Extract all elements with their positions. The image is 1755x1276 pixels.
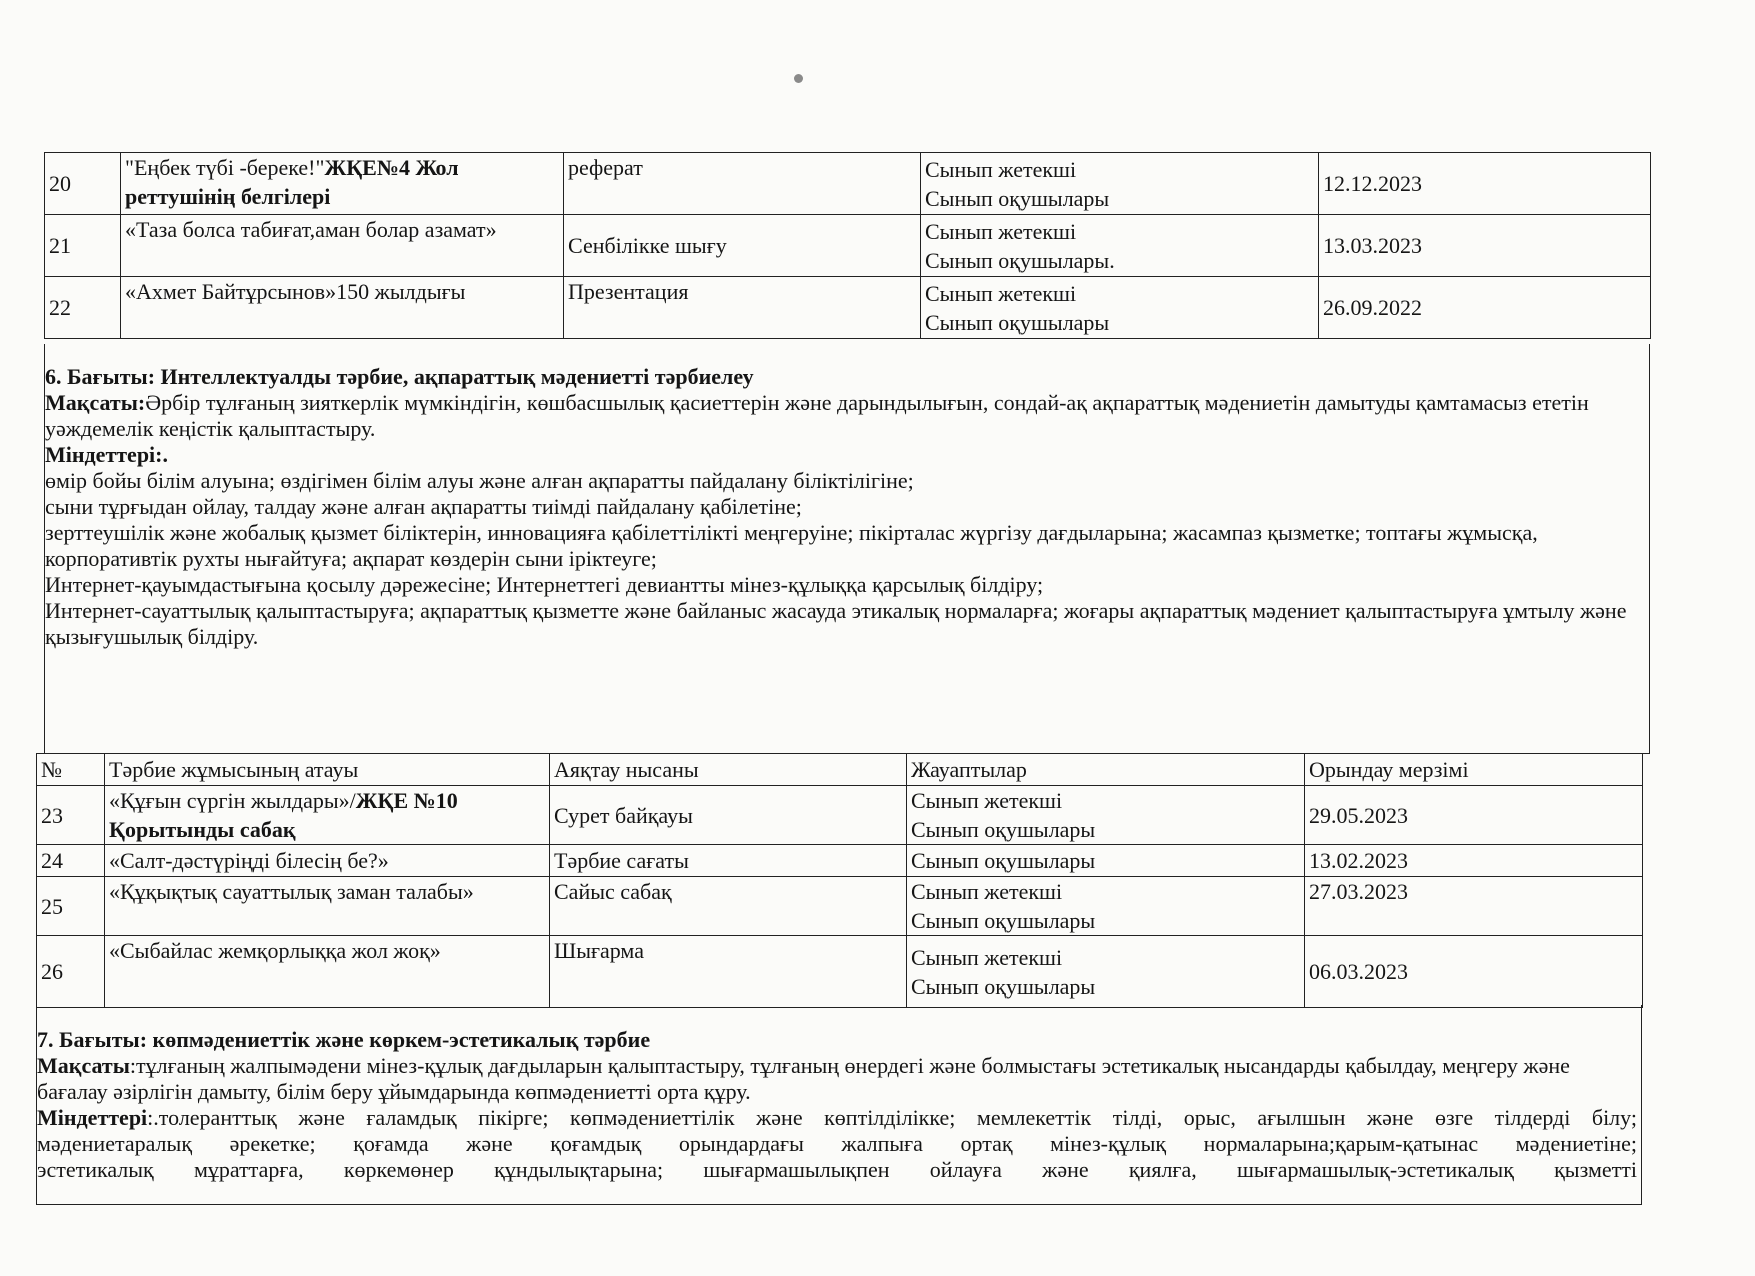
activity-table-bottom — [36, 753, 1643, 1008]
task-item: Интернет-сауаттылық қалыптастыруға; ақпараттық қызметте және байланыс жасауда этикалық нормаларға; жоғары ақпараттық мәдениет қалыптастыруға ұмтылу және қызығушылық білдіру. — [45, 598, 1627, 649]
task-item: өмір бойы білім алуына; өздігімен білім алуы және алған ақпаратты пайдалану біліктілігіне; — [45, 468, 914, 493]
title-plain: «Таза болса табиғат,аман болар азамат» — [125, 217, 497, 242]
activity-title — [121, 215, 564, 277]
responsible — [907, 877, 1305, 936]
title-bold: ЖҚЕ№4 Жол реттушінің белгілері — [125, 155, 459, 209]
title-plain: «Ахмет Байтұрсынов»150 жылдығы — [125, 279, 466, 304]
title-plain: «Құғын сүргін жылдары»/ — [109, 788, 356, 813]
row-number: 23 — [37, 786, 105, 845]
completion-form: Сайыс сабақ — [550, 877, 907, 936]
completion-form: Шығарма — [550, 936, 907, 1008]
section-7-heading: 7. Бағыты: көпмәдениеттік және көркем-эстетикалық тәрбие — [37, 1027, 651, 1052]
section-6 — [44, 344, 1650, 754]
completion-form: реферат — [564, 153, 921, 215]
row-number: 22 — [45, 277, 121, 339]
goal-label: Мақсаты — [37, 1053, 130, 1078]
section-6-tasks-label: Міндеттері:. — [45, 442, 168, 467]
due-date: 12.12.2023 — [1319, 153, 1651, 215]
activity-title — [121, 277, 564, 339]
activity-title: «Сыбайлас жемқорлыққа жол жоқ» — [105, 936, 550, 1008]
goal-text: Әрбір тұлғаның зияткерлік мүмкіндігін, көшбасшылық қасиеттерін және дарындылығын, сондай-ақ ақпараттық мәдениетін дамытуды қамтамасыз ететін уәждемелік кеңістік қалыптастыру. — [45, 390, 1589, 441]
table-row — [45, 215, 1651, 277]
responsible-1: Сынып жетекші — [911, 944, 1063, 970]
header-title: Тәрбие жұмысының атауы — [105, 754, 550, 786]
due-date: 26.09.2022 — [1319, 277, 1651, 339]
section-6-heading: 6. Бағыты: Интеллектуалды тәрбие, ақпараттық мәдениетті тәрбиелеу — [45, 364, 754, 389]
due-date: 27.03.2023 — [1305, 877, 1643, 936]
row-number: 20 — [45, 153, 121, 215]
table-row — [45, 153, 1651, 215]
due-date: 06.03.2023 — [1305, 936, 1643, 1008]
responsible — [907, 786, 1305, 845]
task-item: зерттеушілік және жобалық қызмет біліктерін, инновацияға қабілеттілікті меңгеруіне; пікірталас жүргізу дағдыларына; жасампаз қызметке; топтағы жұмысқа, корпоративтік рухты нығайтуға; ақпарат көздерін сыни іріктеуге; — [45, 520, 1538, 571]
header-form: Аяқтау нысаны — [550, 754, 907, 786]
responsible — [921, 215, 1319, 277]
row-number: 26 — [37, 936, 105, 1008]
title-plain: "Еңбек түбі -береке!" — [125, 155, 325, 180]
activity-title — [105, 786, 550, 845]
activity-title: «Салт-дәстүріңді білесің бе?» — [105, 845, 550, 877]
table-row — [37, 786, 1643, 845]
responsible: Сынып оқушылары — [907, 845, 1305, 877]
activity-table-top — [44, 152, 1651, 339]
table-row — [37, 936, 1643, 1008]
row-number: 25 — [37, 877, 105, 936]
tasks-label: Міндеттері — [37, 1105, 148, 1130]
responsible-2: Сынып оқушылары — [911, 908, 1096, 933]
section-6-goal — [45, 390, 1645, 442]
responsible-2: Сынып оқушылары — [911, 973, 1096, 999]
row-number: 21 — [45, 215, 121, 277]
section-7-tasks-line: мәдениетаралық әрекетке; қоғамда және қоғамдық орындардағы жалпыға ортақ мінез-құлық нормаларына;қарым-қатынас мәдениетіне; — [37, 1131, 1637, 1156]
responsible-2: Сынып оқушылары — [925, 309, 1110, 335]
activity-title — [121, 153, 564, 215]
header-responsible: Жауаптылар — [907, 754, 1305, 786]
task-item: Интернет-қауымдастығына қосылу дәрежесіне; Интернеттегі девиантты мінез-құлыққа қарсылық білдіру; — [45, 572, 1044, 597]
table-header-row — [37, 754, 1643, 786]
task-item: сыни тұрғыдан ойлау, талдау және алған ақпаратты тиімді пайдалану қабілетіне; — [45, 494, 802, 519]
table-row — [45, 277, 1651, 339]
due-date: 13.02.2023 — [1305, 845, 1643, 877]
section-7-tasks-line: эстетикалық мұраттарға, көркемөнер құндылықтарына; шығармашылықпен ойлауға және қиялға, шығармашылық-эстетикалық қызметті — [37, 1157, 1637, 1182]
completion-form: Презентация — [564, 277, 921, 339]
scan-dot — [794, 74, 803, 83]
title-bold: ЖҚЕ №10 Қорытынды сабақ — [109, 788, 458, 842]
responsible — [907, 936, 1305, 1008]
activity-title: «Құқықтық сауаттылық заман талабы» — [105, 877, 550, 936]
header-no: № — [37, 754, 105, 786]
completion-form: Тәрбие сағаты — [550, 845, 907, 877]
table-row — [37, 877, 1643, 936]
responsible-1: Сынып жетекші — [925, 218, 1077, 244]
section-7-tasks-line — [37, 1105, 1637, 1131]
responsible-1: Сынып жетекші — [911, 879, 1063, 904]
responsible-2: Сынып оқушылары — [925, 185, 1110, 211]
section-7-goal — [37, 1053, 1637, 1105]
responsible-2: Сынып оқушылары — [911, 817, 1096, 842]
responsible-2: Сынып оқушылары. — [925, 247, 1115, 273]
responsible-1: Сынып жетекші — [911, 788, 1063, 813]
completion-form: Сурет байқауы — [550, 786, 907, 845]
due-date: 13.03.2023 — [1319, 215, 1651, 277]
responsible-1: Сынып жетекші — [925, 280, 1077, 306]
responsible-1: Сынып жетекші — [925, 156, 1077, 182]
header-date: Орындау мерзімі — [1305, 754, 1643, 786]
row-number: 24 — [37, 845, 105, 877]
tasks-text: :.толеранттық және ғаламдық пікірге; көпмәдениеттілік және көптілділікке; мемлекеттік тілді, орыс, ағылшын және өзге тілдерді білу; — [147, 1105, 1637, 1130]
due-date: 29.05.2023 — [1305, 786, 1643, 845]
goal-text: :тұлғаның жалпымәдени мінез-құлық дағдыларын қалыптастыру, тұлғаның өнердегі және болмыстағы эстетикалық нысандарды қабылдау, меңгеру және бағалау әзірлігін дамыту, білім беру ұйымдарында көпмәдениетті орта құру. — [37, 1053, 1570, 1104]
section-7 — [36, 1005, 1642, 1205]
responsible — [921, 277, 1319, 339]
table-row — [37, 845, 1643, 877]
goal-label: Мақсаты: — [45, 390, 146, 415]
completion-form: Сенбілікке шығу — [564, 215, 921, 277]
responsible — [921, 153, 1319, 215]
